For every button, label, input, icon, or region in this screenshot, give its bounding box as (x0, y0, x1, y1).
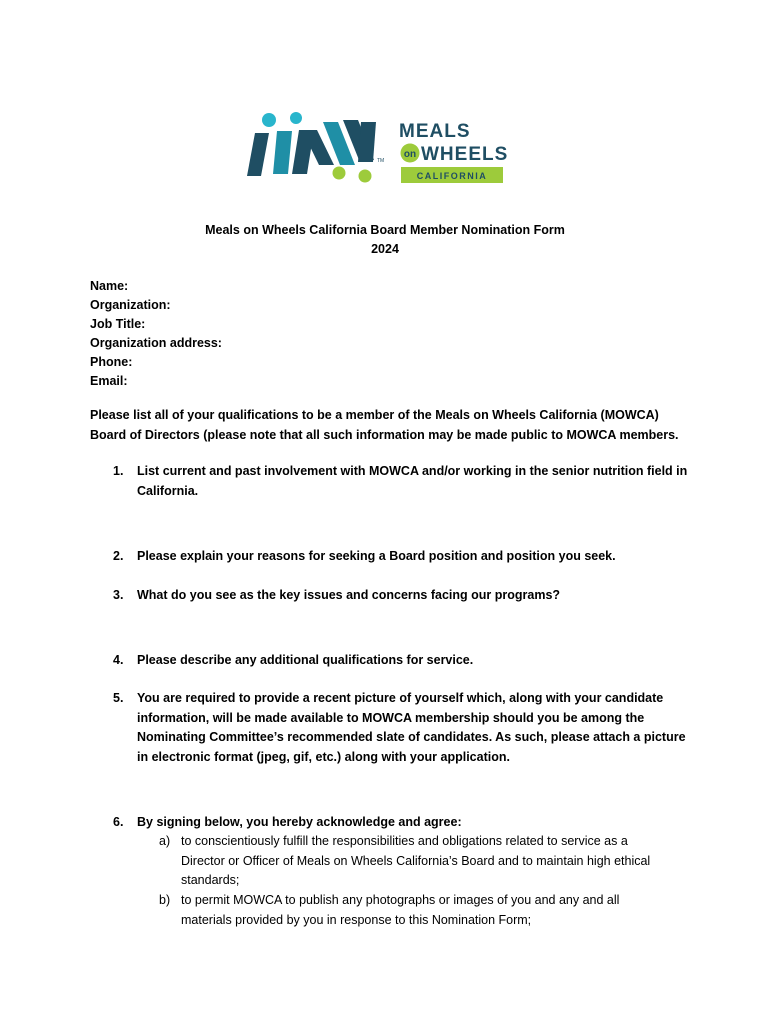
form-title-block (0, 221, 770, 259)
question-text: By signing below, you hereby acknowledge and agree: (137, 815, 462, 829)
logo-word-on: on (403, 149, 417, 160)
agreement-letter: a) (159, 834, 171, 848)
qualifications-intro: Please list all of your qualifications to be a member of the Meals on Wheels California (MOWCA) Board of Directors (please note that all such information may be made public to MOWCA members. (90, 408, 679, 442)
question-number: 3. (113, 588, 124, 602)
field-job-title-label: Job Title: (90, 317, 146, 331)
logo-graphic (247, 110, 512, 188)
logo-dot (290, 112, 302, 124)
question-text: You are required to provide a recent picture of yourself which, along with your candidate information, will be made available to MOWCA membership should you be among the Nominating Committee’s recommended slate of candidates. As such, please attach a picture in electronic format (jpeg, gif, etc.) along with your application. (137, 691, 686, 764)
logo-dot (333, 167, 346, 180)
meals-on-wheels-california-logo (247, 110, 512, 188)
logo-dot (262, 113, 276, 127)
question-text: Please describe any additional qualifications for service. (137, 653, 474, 667)
question-number: 5. (113, 691, 124, 705)
question-2 (113, 547, 693, 567)
question-text: What do you see as the key issues and concerns facing our programs? (137, 588, 561, 602)
field-name-label: Name: (90, 279, 129, 293)
logo-trademark: TM (377, 158, 385, 164)
logo-word-wheels: WHEELS (421, 144, 509, 165)
question-number: 6. (113, 815, 124, 829)
question-text: List current and past involvement with MOWCA and/or working in the senior nutrition field in California. (137, 464, 688, 498)
question-number: 2. (113, 549, 124, 563)
field-organization-label: Organization: (90, 298, 171, 312)
question-number: 4. (113, 653, 124, 667)
agreement-item-b (159, 891, 659, 930)
field-organization-address-label: Organization address: (90, 336, 222, 350)
question-1 (113, 462, 693, 501)
agreement-item-a (159, 832, 659, 891)
question-6 (113, 813, 693, 833)
logo-badge-text: CALIFORNIA (416, 171, 488, 181)
contact-fields (90, 277, 222, 391)
question-number: 1. (113, 464, 124, 478)
form-year: 2024 (371, 242, 399, 256)
form-title: Meals on Wheels California Board Member Nomination Form (205, 223, 565, 237)
agreement-letter: b) (159, 893, 171, 907)
agreement-text: to conscientiously fulfill the responsibilities and obligations related to service as a Director or Officer of Meals on Wheels California’s Board and to maintain high ethical standards; (181, 834, 651, 887)
question-4 (113, 651, 693, 671)
agreement-text: to permit MOWCA to publish any photographs or images of you and any and all materials provided by you in response to this Nomination Form; (181, 893, 620, 927)
logo-bar (358, 122, 376, 162)
question-3 (113, 586, 693, 606)
field-email-label: Email: (90, 374, 128, 388)
logo-word-meals: MEALS (399, 121, 471, 142)
field-phone-label: Phone: (90, 355, 133, 369)
question-text: Please explain your reasons for seeking a Board position and position you seek. (137, 549, 616, 563)
logo-bar (247, 133, 269, 176)
question-5 (113, 689, 693, 767)
logo-bar (273, 131, 292, 174)
logo-dot (359, 170, 372, 183)
